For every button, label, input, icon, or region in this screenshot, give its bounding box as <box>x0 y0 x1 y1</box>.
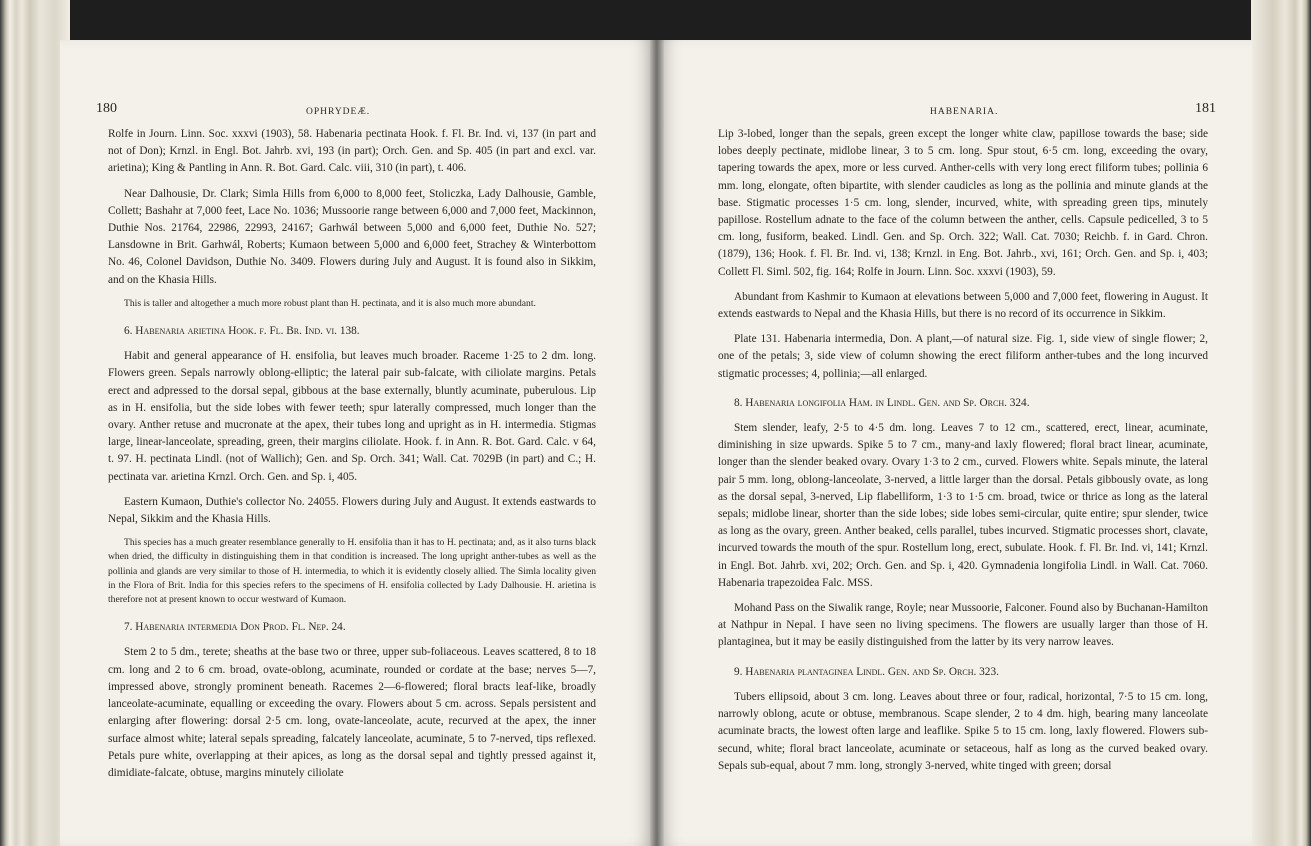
species-heading: 8. Habenaria longifolia Ham. in Lindl. Gen. and Sp. Orch. 324. <box>734 396 1030 409</box>
paragraph: Habit and general appearance of H. ensifolia, but leaves much broader. Raceme 1·25 to 2 dm. long. Flowers green. Sepals narrowly oblong-elliptic; the lateral pair sub-falcate, with ciliolate margins. Petals erect and adpressed to the dorsal sepal, gibbous at the base externally, bluntly acuminate, puberulous. Lip as in H. ensifolia, but the side lobes with fewer teeth; spur laterally compressed, much longer than the ovary. Anther retuse and mucronate at the apex, their tubes long and upright as in H. intermedia. Stigmas large, linear-lanceolate, spreading, green, their margins ciliolate. Hook. f. in Ann. R. Bot. Gard. Calc. v 64, t. 97. H. pectinata Lindl. (not of Wallich); Gen. and Sp. Orch. 341; Wall. Cat. 7029B (in part) and C.; H. pectinata var. arietina Krnzl. Orch. Gen. and Sp. i, 405. <box>108 350 596 483</box>
paragraph: Lip 3-lobed, longer than the sepals, green except the longer white claw, papillose towards the base; side lobes deeply pectinate, midlobe linear, 3 to 5 cm. long. Spur stout, 6·5 cm. long, exceeding the ovary, tapering towards the apex, more or less curved. Anther-cells with very long erect filiform tubes; pollinia 6 mm. long, elongate, often bipartite, with slender caudicles as long as the pollinia and minute glands at the base. Stigmatic processes 1·5 cm. long, slender, incurved, white, with spreading green tips, minutely papillose. Rostellum adnate to the face of the column between the anther, cells. Capsule pedicelled, 3 to 5 cm. long, fusiform, beaked. Lindl. Gen. and Sp. Orch. 322; Wall. Cat. 7030; Reichb. f. in Gard. Chron. (1879), 136; Hook. f. Fl. Br. Ind. vi, 138; Krnzl. in Eng. Bot. Jahrb., xvi, 161; Orch. Gen. and Sp. i, 403; Collett Fl. Siml. 502, fig. 164; Rolfe in Journ. Linn. Soc. xxxvi (1903), 59. <box>718 128 1208 278</box>
species-heading: 7. Habenaria intermedia Don Prod. Fl. Nep. 24. <box>124 621 346 634</box>
paragraph-note: This is taller and altogether a much more robust plant than H. pectinata, and it is also much more abundant. <box>124 297 536 309</box>
paragraph: Eastern Kumaon, Duthie's collector No. 24055. Flowers during July and August. It extends eastwards to Nepal, Sikkim and the Khasia Hills. <box>108 495 596 526</box>
plate-caption: Plate 131. Habenaria intermedia, Don. A plant,—of natural size. Fig. 1, side view of single flower; 2, one of the petals; 3, side view of column showing the erect filiform anther-tubes and the long incurved stigmatic processes; 4, pollinia;—all enlarged. <box>718 333 1208 380</box>
species-heading: 9. Habenaria plantaginea Lindl. Gen. and Sp. Orch. 323. <box>734 665 999 678</box>
running-title: HABENARIA. <box>930 107 999 117</box>
right-page-edges <box>1251 0 1311 846</box>
paragraph-note: This species has a much greater resemblance generally to H. ensifolia than it has to H. pectinata; and, as it also turns black when dried, the difficulty in distinguishing them in that condition is increased. The long upright anther-tubes as well as the pollinia and glands are very similar to those of H. intermedia, to which it is evidently closely allied. The Simla locality given in the Flora of Brit. India for this species refers to the specimens of H. ensifolia collected by Lady Dalhousie. H. arietina is therefore not at present known to occur westward of Kumaon. <box>108 537 596 606</box>
right-page-header <box>718 100 1216 126</box>
paragraph: Tubers ellipsoid, about 3 cm. long. Leaves about three or four, radical, horizontal, 7·5 to 15 cm. long, narrowly oblong, acute or obtuse, membranous. Scape slender, 2 to 4 dm. high, bearing many lanceolate acuminate bracts, the lowest often large and leaflike. Spike 5 to 15 cm. long, laxly flowered. Flowers sub-secund, white; floral bract lanceolate, acuminate or setaceous, half as long as the curved beaked ovary. Sepals sub-equal, about 7 mm. long, strongly 3-nerved, white tinged with green; dorsal <box>718 690 1208 772</box>
paragraph: Stem 2 to 5 dm., terete; sheaths at the base two or three, upper sub-foliaceous. Leaves scattered, 8 to 18 cm. long and 2 to 6 cm. broad, ovate-oblong, acuminate, rounded or cordate at the base; nerves 5—7, impressed above, strongly prominent beneath. Racemes 2—6-flowered; floral bracts leaf-like, broadly lanceolate-acuminate, equalling or exceeding the ovary. Flowers about 5 cm. across. Sepals persistent and enlarging after flowering: dorsal 2·5 cm. long, ovate-lanceolate, acute, recurved at the apex, the inner surface almost white; lateral sepals spreading, falcately lanceolate, acuminate, 5 to 7-nerved, tips reflexed. Petals pure white, overlapping at their apices, as long as the dorsal sepal and tightly pressed against it, dimidiate-falcate, obtuse, margins minutely ciliolate <box>108 646 596 779</box>
page-number: 181 <box>1195 101 1216 116</box>
left-page-header <box>96 100 596 126</box>
right-page-text <box>718 62 1216 775</box>
species-heading: 6. Habenaria arietina Hook. f. Fl. Br. Ind. vi. 138. <box>124 325 360 338</box>
running-title: OPHRYDEÆ. <box>306 107 371 117</box>
paragraph: Near Dalhousie, Dr. Clark; Simla Hills from 6,000 to 8,000 feet, Stoliczka, Lady Dalhousie, Gamble, Collett; Bashahr at 7,000 feet, Lace No. 1036; Mussoorie range between 6,000 and 7,000 feet, Mackinnon, Duthie Nos. 21764, 22986, 22993, 24167; Garhwál between 5,000 and 6,000 feet, Duthie No. 527; Lansdowne in Brit. Garhwál, Roberts; Kumaon between 5,000 and 6,000 feet, Strachey & Winterbottom No. 46, Colonel Davidson, Duthie No. 3409. Flowers during July and August. It is found also in Sikkim, and on the Khasia Hills. <box>108 187 596 286</box>
book-gutter <box>650 40 664 846</box>
page-number: 180 <box>96 101 117 116</box>
paragraph: Stem slender, leafy, 2·5 to 4·5 dm. long. Leaves 7 to 12 cm., scattered, erect, linear, acuminate, diminishing in size upwards. Spike 5 to 7 cm., many-and laxly flowered; floral bract linear, acuminate, longer than the slender beaked ovary. Ovary 1·3 to 2 cm., curved. Flowers white. Sepals minute, the lateral pair 5 mm. long, oblong-lanceolate, 3-nerved, a little larger than the dorsal. Petals gibbously ovate, as long as the dorsal sepal, 3-nerved, Lip flabelliform, 1·3 to 1·5 cm. broad, twice or thrice as long as the lateral sepals; midlobe linear, shorter than the side lobes; side lobes semi-circular, quite entire; spur slender, twice as long as the ovary, green. Anther beaked, cells parallel, tubes incurved. Stigmatic processes short, clavate, incurved towards the mouth of the spur. Rostellum long, erect, subulate. Hook. f. Fl. Br. Ind. vi, 141; Krnzl. in Engl. Bot. Jahrb. xvi, 202; Orch. Gen. and Sp. i, 420. Gymnadenia longifolia Lindl. in Wall. Cat. 7060. Habenaria trapezoidea Falc. MSS. <box>718 422 1208 589</box>
paragraph: Abundant from Kashmir to Kumaon at elevations between 5,000 and 7,000 feet, flowering in August. It extends eastwards to Nepal and the Khasia Hills, but there is no record of its occurrence in Sikkim. <box>718 290 1208 321</box>
left-page-text <box>96 62 596 782</box>
paragraph: Mohand Pass on the Siwalik range, Royle; near Mussoorie, Falconer. Found also by Buchanan-Hamilton at Nathpur in Nepal. I have seen no living specimens. The flowers are usually larger than those of H. plantaginea, but it may be easily distinguished from the latter by its very narrow leaves. <box>718 602 1208 649</box>
paragraph: Rolfe in Journ. Linn. Soc. xxxvi (1903), 58. Habenaria pectinata Hook. f. Fl. Br. Ind. vi, 137 (in part and not of Don); Krnzl. in Engl. Bot. Jahrb. xvi, 193 (in part); Orch. Gen. and Sp. 405 (in part and excl. var. arietina); King & Pantling in Ann. R. Bot. Gard. Calc. viii, 310 (in part), t. 406. <box>108 128 596 175</box>
